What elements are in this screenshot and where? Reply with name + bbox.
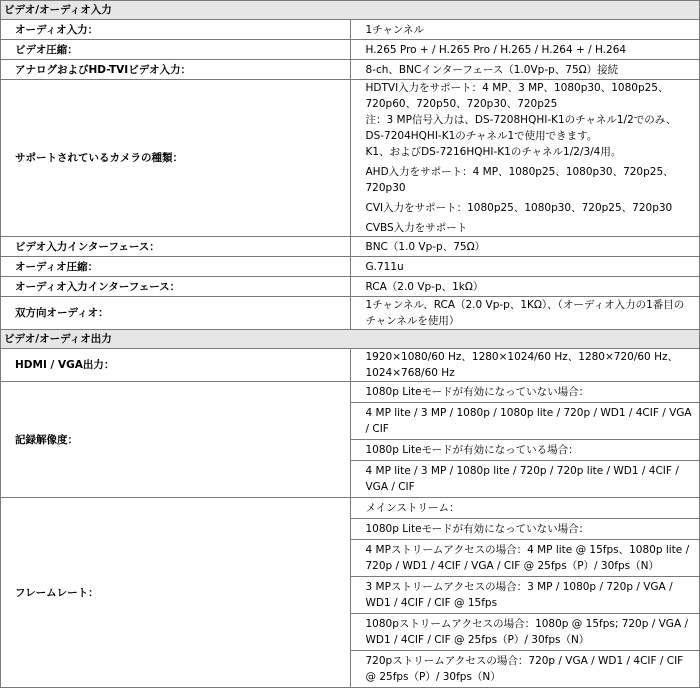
spec-value-line: CVBS入力をサポート bbox=[365, 222, 468, 234]
spec-label: 記録解像度： bbox=[1, 382, 351, 498]
spec-value-line: HDTVI入力をサポート：4 MP、3 MP、1080p30、1080p25、720p60、720p50、720p30、720p25 bbox=[365, 82, 669, 110]
spec-row bbox=[1, 277, 700, 297]
spec-value bbox=[350, 237, 700, 257]
spec-value-line: 4 MP lite / 3 MP / 1080p / 1080p lite / 720p / WD1 / 4CIF / VGA / CIF bbox=[365, 407, 692, 435]
spec-label: オーディオ圧縮： bbox=[1, 257, 351, 277]
spec-subcell bbox=[351, 576, 700, 613]
spec-row bbox=[1, 40, 700, 60]
spec-subcell bbox=[351, 539, 700, 576]
spec-value-line: 3 MPストリームアクセスの場合：3 MP / 1080p / 720p / VGA / WD1 / 4CIF / CIF @ 15fps bbox=[365, 581, 673, 609]
spec-row bbox=[1, 297, 700, 330]
spec-value bbox=[350, 257, 700, 277]
spec-value bbox=[350, 40, 700, 60]
spec-value-line: K1、およびDS-7216HQHI-K1のチャネル1/2/3/4用。 bbox=[365, 146, 622, 158]
spec-value-line: 720pストリームアクセスの場合：720p / VGA / WD1 / 4CIF / CIF @ 25fps（P）/ 30fps（N） bbox=[365, 655, 684, 683]
spec-value-line: AHD入力をサポート：4 MP、1080p25、1080p30、720p25、720p30 bbox=[365, 166, 674, 194]
spec-value-line: 1080p Liteモードが有効になっている場合： bbox=[365, 444, 579, 456]
spec-value-line: 注：3 MP信号入力は、DS-7208HQHI-K1のチャネル1/2でのみ、DS-7204HQHI-K1のチャネル1で使用できます。 bbox=[365, 114, 677, 142]
spec-value-line: 8-ch、BNCインターフェース（1.0Vp-p、75Ω）接続 bbox=[365, 63, 619, 76]
spec-label: フレームレート： bbox=[1, 498, 351, 688]
spec-value-line: 1080p Liteモードが有効になっていない場合： bbox=[365, 523, 590, 535]
spec-subcell bbox=[351, 402, 700, 439]
spec-value-line: G.711u bbox=[365, 260, 404, 273]
spec-row bbox=[1, 80, 700, 237]
spec-value bbox=[350, 80, 700, 237]
spec-value-line: BNC（1.0 Vp-p、75Ω） bbox=[365, 240, 486, 253]
spec-label: オーディオ入力インターフェース： bbox=[1, 277, 351, 297]
spec-row bbox=[1, 349, 700, 382]
spec-value bbox=[350, 498, 700, 688]
spec-row bbox=[1, 382, 700, 498]
spec-value-line: 1チャンネル、RCA（2.0 Vp-p、1KΩ）、（オーディオ入力の1番目のチャンネルを使用） bbox=[365, 299, 685, 327]
spec-label: アナログおよびHD-TVIビデオ入力： bbox=[1, 60, 351, 80]
section-header bbox=[1, 1, 700, 20]
spec-value bbox=[350, 297, 700, 330]
spec-subcell bbox=[351, 518, 700, 539]
spec-subcell bbox=[351, 382, 700, 402]
spec-subcell bbox=[351, 613, 700, 650]
spec-row bbox=[1, 257, 700, 277]
section-title: ビデオ/オーディオ出力 bbox=[1, 330, 700, 349]
spec-label: オーディオ入力： bbox=[1, 20, 351, 40]
spec-table-body bbox=[1, 1, 700, 688]
spec-label: サポートされているカメラの種類： bbox=[1, 80, 351, 237]
spec-subcell bbox=[351, 439, 700, 460]
spec-value-line: CVI入力をサポート：1080p25、1080p30、720p25、720p30 bbox=[365, 202, 673, 214]
spec-row bbox=[1, 60, 700, 80]
spec-label: HDMI / VGA出力： bbox=[1, 349, 351, 382]
spec-value-line: RCA（2.0 Vp-p、1kΩ） bbox=[365, 280, 484, 293]
spec-value bbox=[350, 349, 700, 382]
spec-value-line: H.265 Pro + / H.265 Pro / H.265 / H.264 + / H.264 bbox=[365, 43, 627, 56]
spec-value bbox=[350, 60, 700, 80]
spec-value bbox=[350, 382, 700, 498]
spec-value-line: 1チャンネル bbox=[365, 23, 425, 36]
spec-value-line: 4 MPストリームアクセスの場合：4 MP lite @ 15fps、1080p lite / 720p / WD1 / 4CIF / VGA / CIF @ 25fps（P）/ 30fps（N） bbox=[365, 544, 690, 572]
spec-value-line: 4 MP lite / 3 MP / 1080p lite / 720p / 720p lite / WD1 / 4CIF / VGA / CIF bbox=[365, 465, 679, 493]
spec-value-line: 1080pストリームアクセスの場合：1080p @ 15fps; 720p / VGA / WD1 / 4CIF / CIF @ 25fps（P）/ 30fps（N） bbox=[365, 618, 688, 646]
section-header bbox=[1, 330, 700, 349]
spec-value-line: メインストリーム： bbox=[365, 502, 460, 514]
spec-subcell bbox=[351, 650, 700, 687]
spec-row bbox=[1, 237, 700, 257]
spec-row bbox=[1, 20, 700, 40]
spec-value-line: 1920×1080/60 Hz、1280×1024/60 Hz、1280×720/60 Hz、1024×768/60 Hz bbox=[365, 351, 678, 379]
section-title: ビデオ/オーディオ入力 bbox=[1, 1, 700, 20]
spec-value bbox=[350, 20, 700, 40]
spec-row bbox=[1, 498, 700, 688]
spec-label: ビデオ圧縮： bbox=[1, 40, 351, 60]
spec-subcell bbox=[351, 460, 700, 497]
spec-subcell bbox=[351, 498, 700, 518]
spec-label: ビデオ入力インターフェース： bbox=[1, 237, 351, 257]
spec-value bbox=[350, 277, 700, 297]
spec-value-line: 1080p Liteモードが有効になっていない場合： bbox=[365, 386, 590, 398]
spec-label: 双方向オーディオ： bbox=[1, 297, 351, 330]
